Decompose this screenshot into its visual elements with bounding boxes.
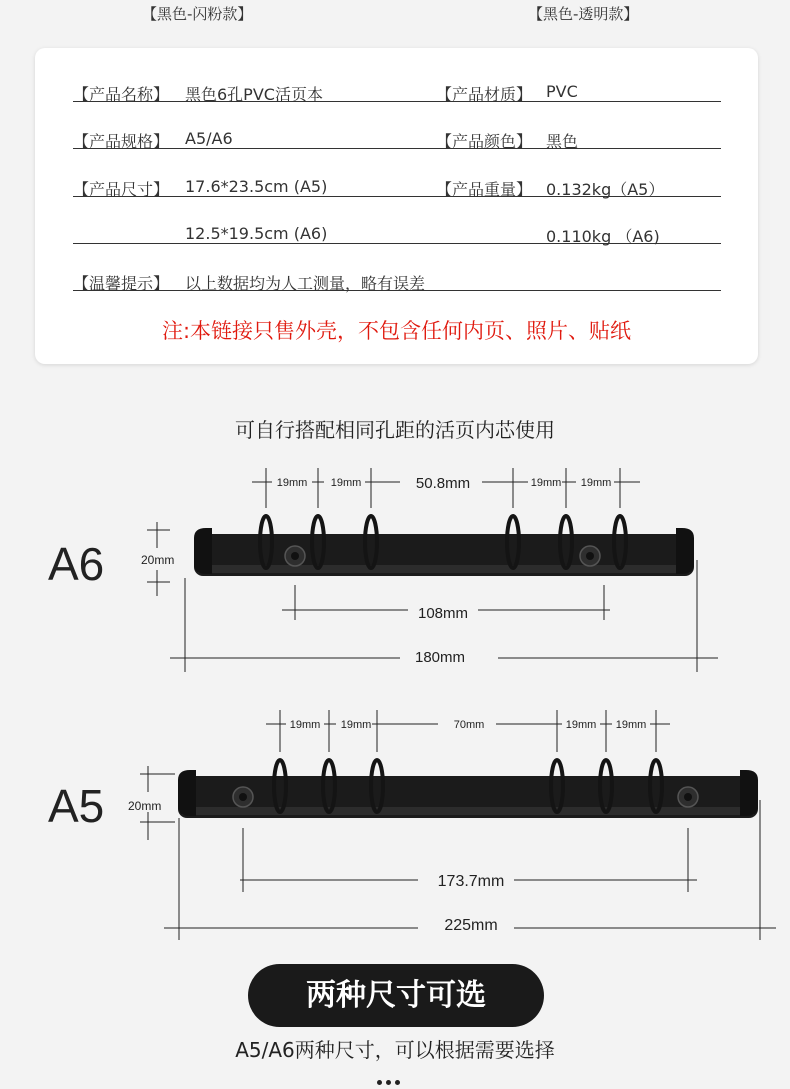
diagram-title: 可自行搭配相同孔距的活页内芯使用 bbox=[235, 418, 555, 442]
size-option-caption: A5/A6两种尺寸，可以根据需要选择 bbox=[235, 1038, 555, 1062]
more-dots-icon bbox=[377, 1070, 404, 1089]
a5-spacing-label: 19mm bbox=[289, 719, 321, 731]
a6-height-label: 20mm bbox=[141, 553, 175, 567]
a5-total-length-label: 225mm bbox=[444, 917, 498, 934]
a5-ring-mechanism bbox=[178, 760, 758, 818]
a5-size-label: A5 bbox=[48, 780, 105, 832]
a5-spacing-label: 19mm bbox=[615, 719, 647, 731]
a6-spacing-label: 19mm bbox=[580, 477, 612, 489]
spec-value: 以上数据均为人工测量，略有误差 bbox=[185, 274, 426, 293]
spec-value: 12.5*19.5cm (A6) bbox=[185, 224, 328, 243]
spec-label: 【产品重量】 bbox=[436, 180, 533, 199]
spec-value: A5/A6 bbox=[185, 129, 233, 148]
spec-value: 0.110kg （A6) bbox=[546, 227, 660, 246]
a5-spacing-label: 19mm bbox=[565, 719, 597, 731]
a6-spacing-label: 19mm bbox=[330, 477, 362, 489]
a6-spacing-label: 50.8mm bbox=[415, 475, 471, 492]
a6-spacing-label: 19mm bbox=[276, 477, 308, 489]
variant-label-glitter: 【黑色-闪粉款】 bbox=[142, 5, 253, 23]
a6-spacing-label: 19mm bbox=[530, 477, 562, 489]
a6-size-label: A6 bbox=[48, 538, 105, 590]
spec-value: 黑色6孔PVC活页本 bbox=[185, 85, 323, 104]
notice-text: 注:本链接只售外壳，不包含任何内页、照片、贴纸 bbox=[161, 319, 632, 343]
spec-value: 黑色 bbox=[546, 132, 579, 151]
a5-spacing-label: 70mm bbox=[453, 719, 485, 731]
spec-label: 【产品名称】 bbox=[73, 85, 170, 104]
spec-value: PVC bbox=[546, 82, 578, 101]
a6-ring-mechanism bbox=[194, 516, 694, 576]
spec-value: 0.132kg（A5） bbox=[546, 180, 665, 199]
a6-hole-span-label: 108mm bbox=[417, 605, 469, 622]
a5-spacing-label: 19mm bbox=[340, 719, 372, 731]
size-option-badge: 两种尺寸可选 bbox=[248, 964, 544, 1027]
a5-height-label: 20mm bbox=[128, 799, 162, 813]
spec-label: 【产品材质】 bbox=[436, 85, 533, 104]
a5-hole-span-label: 173.7mm bbox=[437, 873, 505, 890]
spec-label: 【产品颜色】 bbox=[436, 132, 533, 151]
spec-label: 【产品尺寸】 bbox=[73, 180, 170, 199]
spec-value: 17.6*23.5cm (A5) bbox=[185, 177, 328, 196]
spec-label: 【温馨提示】 bbox=[73, 274, 170, 293]
a6-total-length-label: 180mm bbox=[414, 649, 466, 666]
spec-label: 【产品规格】 bbox=[73, 132, 170, 151]
variant-label-transparent: 【黑色-透明款】 bbox=[528, 5, 639, 23]
a5-top-dimension bbox=[266, 710, 670, 752]
